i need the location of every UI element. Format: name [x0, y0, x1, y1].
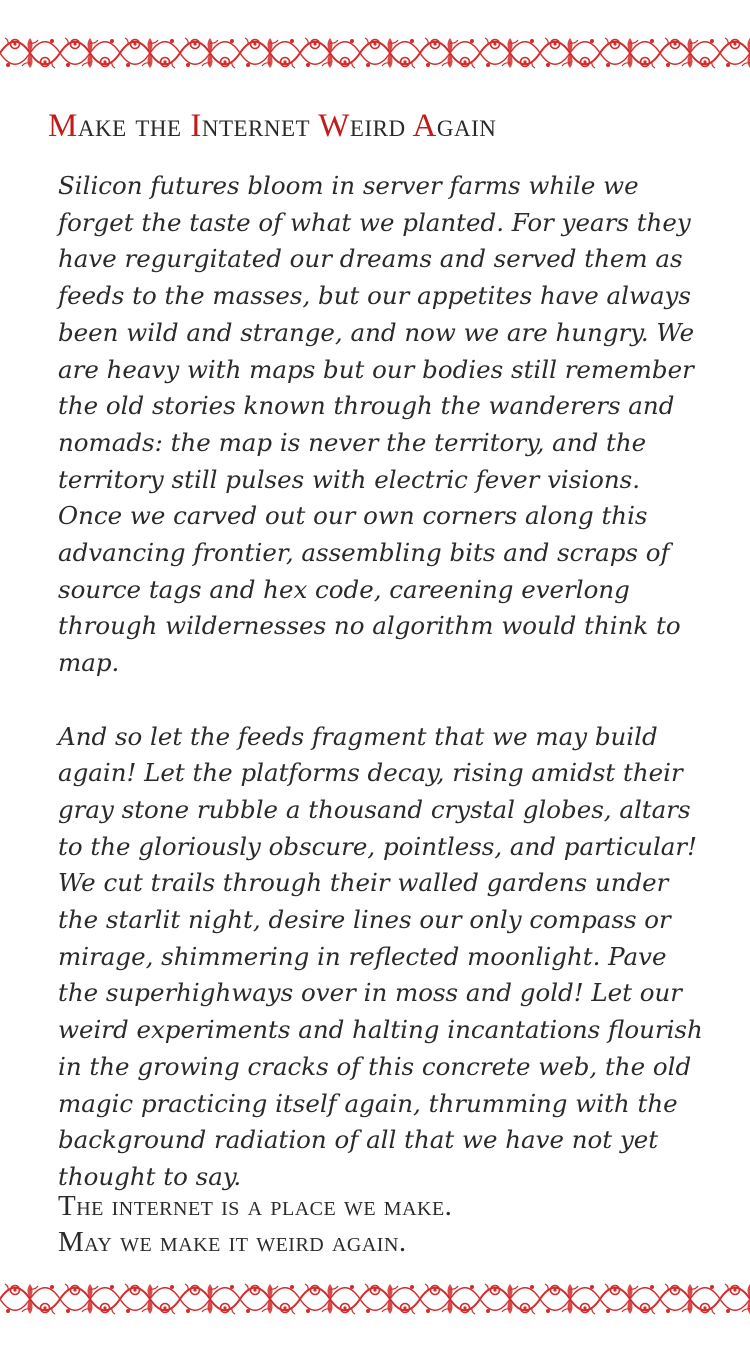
floral-border-icon — [0, 1278, 750, 1320]
title-word: ake the — [77, 108, 191, 144]
page-title — [48, 104, 718, 148]
title-word: gain — [436, 108, 497, 144]
closing-line-1: The internet is a place we make. — [58, 1190, 453, 1222]
floral-border-icon — [0, 32, 750, 74]
manifesto-body — [58, 168, 703, 1196]
title-word: nternet — [201, 108, 319, 144]
title-word: eird — [349, 108, 413, 144]
title-initial: M — [48, 108, 78, 144]
bottom-ornamental-border — [0, 1278, 750, 1320]
closing-statement — [58, 1188, 698, 1260]
paragraph-2: And so let the feeds fragment that we may build again! Let the platforms decay, rising amidst their gray stone rubble a thousand crystal globes, altars to the gloriously obscure, pointless, and particular! We cut trails through their walled gardens under the starlit night, desire lines our only compass or mirage, shimmering in reflected moonlight. Pave the superhighways over in moss and gold! Let our weird experiments and halting incantations flourish in the growing cracks of this concrete web, the old magic practicing itself again, thrumming with the background radiation of all that we have not yet thought to say. — [58, 721, 703, 1191]
title-initial: W — [318, 108, 350, 144]
paragraph-1: Silicon futures bloom in server farms while we forget the taste of what we planted. For years they have regurgitated our dreams and served them as feeds to the masses, but our appetites have always been wild and strange, and now we are hungry. We are heavy with maps but our bodies still remember the old stories known through the wanderers and nomads: the map is never the territory, and the territory still pulses with electric fever visions. Once we carved out our own corners along this advancing frontier, assembling bits and scraps of source tags and hex code, careening everlong through wildernesses no algorithm would think to map. — [58, 171, 695, 678]
title-initial: I — [190, 108, 202, 144]
closing-line-2: May we make it weird again. — [58, 1226, 407, 1258]
top-ornamental-border — [0, 32, 750, 74]
title-initial: A — [412, 108, 437, 144]
